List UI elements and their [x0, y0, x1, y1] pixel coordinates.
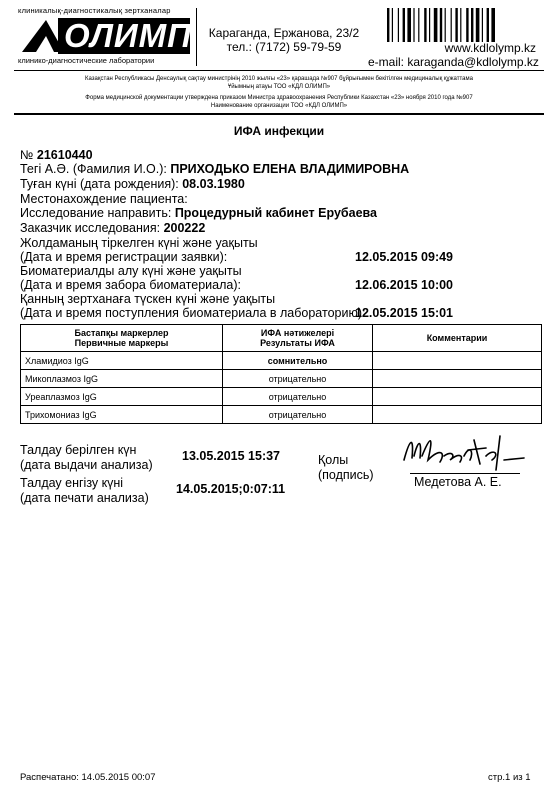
order-number-label: №: [20, 148, 34, 162]
signature-icon: [400, 430, 530, 474]
license-line-kz: Казақстан Республикасы Денсаулық сақтау министрінің 2010 жылғы «23» қарашада №907 бұйрығымен бекітілген медициналық құжаттама: [85, 76, 473, 82]
contact-block: [368, 41, 539, 69]
header-comments-label: Комментарии: [426, 333, 488, 343]
website-link[interactable]: www.kdlolymp.kz: [444, 41, 536, 55]
table-row: [21, 388, 542, 406]
header-markers: [21, 325, 223, 352]
logo-name: ОЛИМП: [64, 17, 192, 54]
dob-value: 08.03.1980: [182, 177, 245, 191]
arrival-label-kz: Қанның зертханаға түскен күні және уақыты: [20, 292, 276, 306]
printed-label-ru: (дата печати анализа): [20, 491, 149, 505]
table-row: [21, 352, 542, 370]
logo: [20, 16, 192, 56]
barcode: [385, 8, 525, 42]
org-name-kz: Ұйымның атауы ТОО «КДЛ ОЛИМП»: [227, 84, 331, 90]
dob-row: [20, 177, 245, 192]
signature-label-kz: Қолы: [318, 453, 349, 467]
patient-name-row: [20, 162, 409, 177]
table-row: [21, 406, 542, 424]
customer-value: 200222: [163, 221, 206, 235]
printed-value: 14.05.2015;0:07:11: [176, 482, 286, 496]
address-block: [204, 26, 364, 54]
table-header-row: [21, 325, 542, 352]
signature-label-ru: (подпись): [318, 468, 374, 482]
issued-label-ru: (дата выдачи анализа): [20, 458, 153, 472]
signature: [400, 430, 530, 474]
comment-cell: [373, 370, 542, 388]
header-markers-ru: Первичные маркеры: [74, 338, 169, 348]
page-title: ИФА инфекции: [233, 124, 325, 138]
signer-name: Медетова А. Е.: [414, 475, 502, 489]
registration-value: 12.05.2015 09:49: [355, 250, 454, 264]
result-cell: сомнительно: [223, 352, 373, 370]
arrival-label-ru: (Дата и время поступления биоматериала в лабораторию):: [20, 306, 366, 320]
results-table: [20, 324, 542, 424]
sampling-value: 12.06.2015 10:00: [355, 278, 454, 292]
patient-name: ПРИХОДЬКО ЕЛЕНА ВЛАДИМИРОВНА: [170, 162, 410, 176]
marker-cell: Уреаплазмоз IgG: [21, 388, 223, 406]
license-rule: [14, 113, 544, 115]
result-cell: отрицательно: [223, 370, 373, 388]
location-label: Местонахождение пациента:: [20, 192, 188, 206]
header-rule: [14, 70, 544, 71]
marker-cell: Трихомониаз IgG: [21, 406, 223, 424]
patient-name-label: Тегі А.Ә. (Фамилия И.О.):: [20, 162, 167, 176]
issued-value: 13.05.2015 15:37: [182, 449, 281, 463]
referral-row: [20, 206, 377, 221]
issued-label-kz: Талдау берілген күн: [20, 443, 137, 457]
customer-label: Заказчик исследования:: [20, 221, 161, 235]
registration-label-kz: Жолдаманың тіркелген күні және уақыты: [20, 236, 258, 250]
result-cell: отрицательно: [223, 388, 373, 406]
barcode-icon: [385, 8, 525, 42]
page-number: стр.1 из 1: [488, 772, 531, 783]
comment-cell: [373, 352, 542, 370]
email-link[interactable]: e-mail: karaganda@kdlolymp.kz: [368, 55, 539, 69]
header-divider: [196, 8, 197, 66]
customer-row: [20, 221, 205, 236]
address-line: Караганда, Ержанова, 23/2: [208, 26, 360, 40]
header-results-ru: Результаты ИФА: [260, 338, 335, 348]
logo-tagline-ru: клинико-диагностические лаборатории: [18, 56, 155, 65]
marker-cell: Микоплазмоз IgG: [21, 370, 223, 388]
header-results: [223, 325, 373, 352]
printed-label-kz: Талдау енгізу күні: [20, 476, 124, 490]
comment-cell: [373, 388, 542, 406]
print-timestamp: Распечатано: 14.05.2015 00:07: [20, 772, 156, 783]
phone-line: тел.: (7172) 59-79-59: [226, 40, 342, 54]
license-line-ru: Форма медицинской документации утверждена приказом Министра здравоохранения Республики Казахстан «23» ноября 2010 года №907: [85, 95, 473, 101]
marker-cell: Хламидиоз IgG: [21, 352, 223, 370]
registration-label-ru: (Дата и время регистрации заявки):: [20, 250, 228, 264]
order-number-row: [20, 148, 93, 163]
header-comments: [373, 325, 542, 352]
sampling-label-kz: Биоматериалды алу күні және уақыты: [20, 264, 242, 278]
arrival-value: 12.05.2015 15:01: [355, 306, 454, 320]
signature-line: [410, 473, 520, 474]
org-name-ru: Наименование организации ТОО «КДЛ ОЛИМП»: [210, 103, 348, 109]
result-cell: отрицательно: [223, 406, 373, 424]
logo-tagline-kz: клиникалық-диагностикалық зертханалар: [18, 6, 171, 15]
order-number: 21610440: [36, 148, 93, 162]
referral-label: Исследование направить:: [20, 206, 172, 220]
table-row: [21, 370, 542, 388]
header-markers-kz: Бастапқы маркерлер: [74, 328, 169, 338]
header-results-kz: ИФА нәтижелері: [260, 328, 335, 338]
sampling-label-ru: (Дата и время забора биоматериала):: [20, 278, 241, 292]
referral-value: Процедурный кабинет Ерубаева: [174, 206, 377, 220]
dob-label: Туған күні (дата рождения):: [20, 177, 179, 191]
comment-cell: [373, 406, 542, 424]
